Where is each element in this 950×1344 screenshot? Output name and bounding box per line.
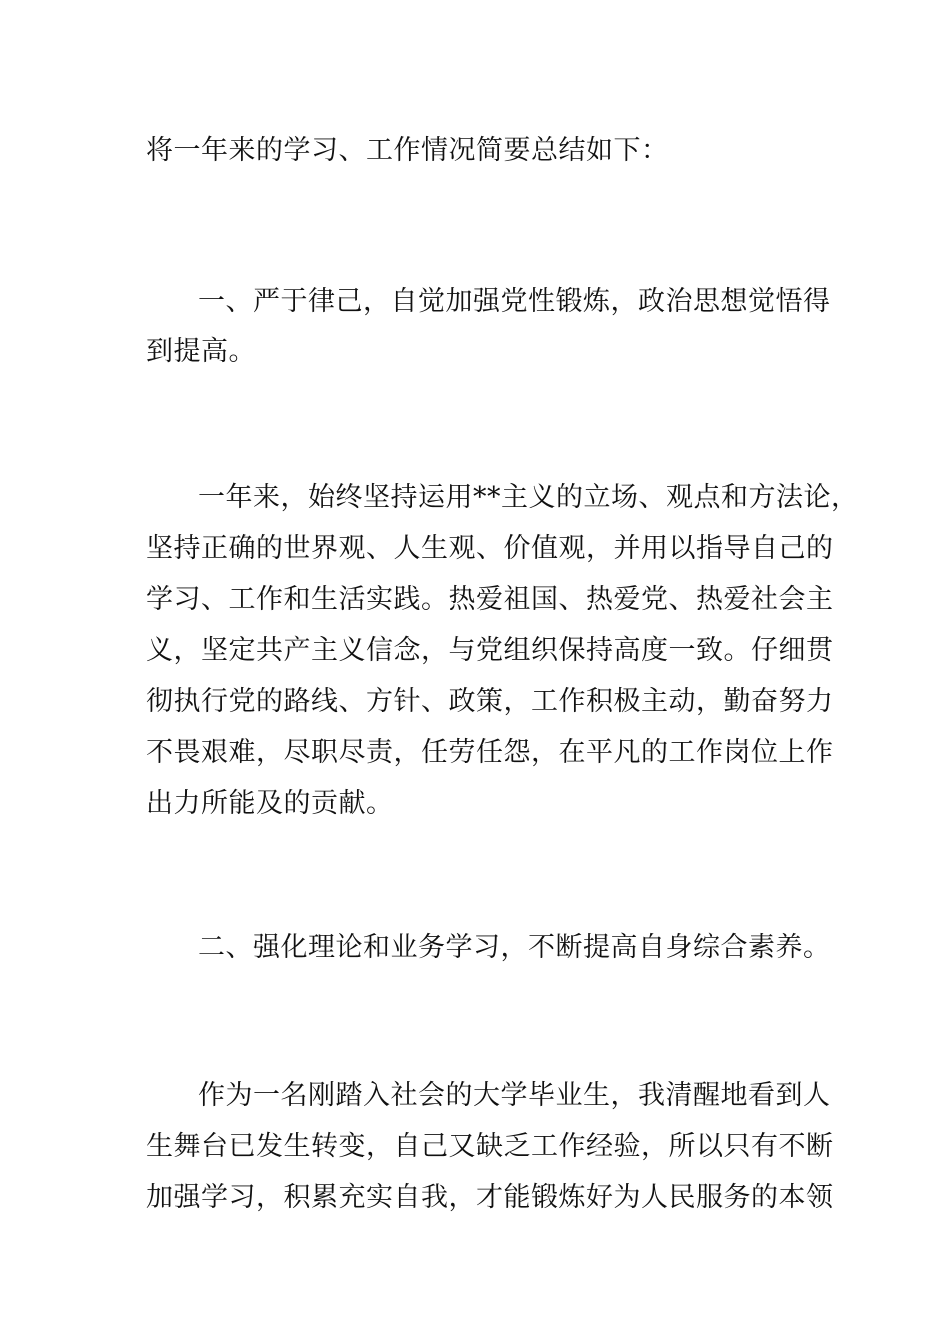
paragraph-two-line: 作为一名刚踏入社会的大学毕业生，我清醒地看到人 — [198, 1080, 831, 1111]
paragraph-one-line: 学习、工作和生活实践。热爱祖国、热爱党、热爱社会主 — [146, 584, 834, 615]
section-one-heading: 一、严于律己，自觉加强党性锻炼，政治思想觉悟得 — [198, 286, 831, 317]
section-one-heading-cont: 到提高。 — [146, 336, 256, 367]
paragraph-two-line: 加强学习，积累充实自我，才能锻炼好为人民服务的本领 — [146, 1182, 834, 1213]
paragraph-one-line: 义，坚定共产主义信念，与党组织保持高度一致。仔细贯 — [146, 635, 834, 666]
paragraph-two-line: 生舞台已发生转变，自己又缺乏工作经验，所以只有不断 — [146, 1131, 834, 1162]
paragraph-one-line: 彻执行党的路线、方针、政策，工作积极主动，勤奋努力 — [146, 686, 834, 717]
paragraph-one-line: 坚持正确的世界观、人生观、价值观，并用以指导自己的 — [146, 533, 834, 564]
intro-line: 将一年来的学习、工作情况简要总结如下： — [146, 135, 669, 166]
paragraph-one-line: 不畏艰难，尽职尽责，任劳任怨，在平凡的工作岗位上作 — [146, 737, 834, 768]
paragraph-one-line: 出力所能及的贡献。 — [146, 788, 394, 819]
paragraph-one-line: 一年来，始终坚持运用**主义的立场、观点和方法论， — [198, 482, 859, 513]
section-two-heading: 二、强化理论和业务学习，不断提高自身综合素养。 — [198, 932, 831, 963]
